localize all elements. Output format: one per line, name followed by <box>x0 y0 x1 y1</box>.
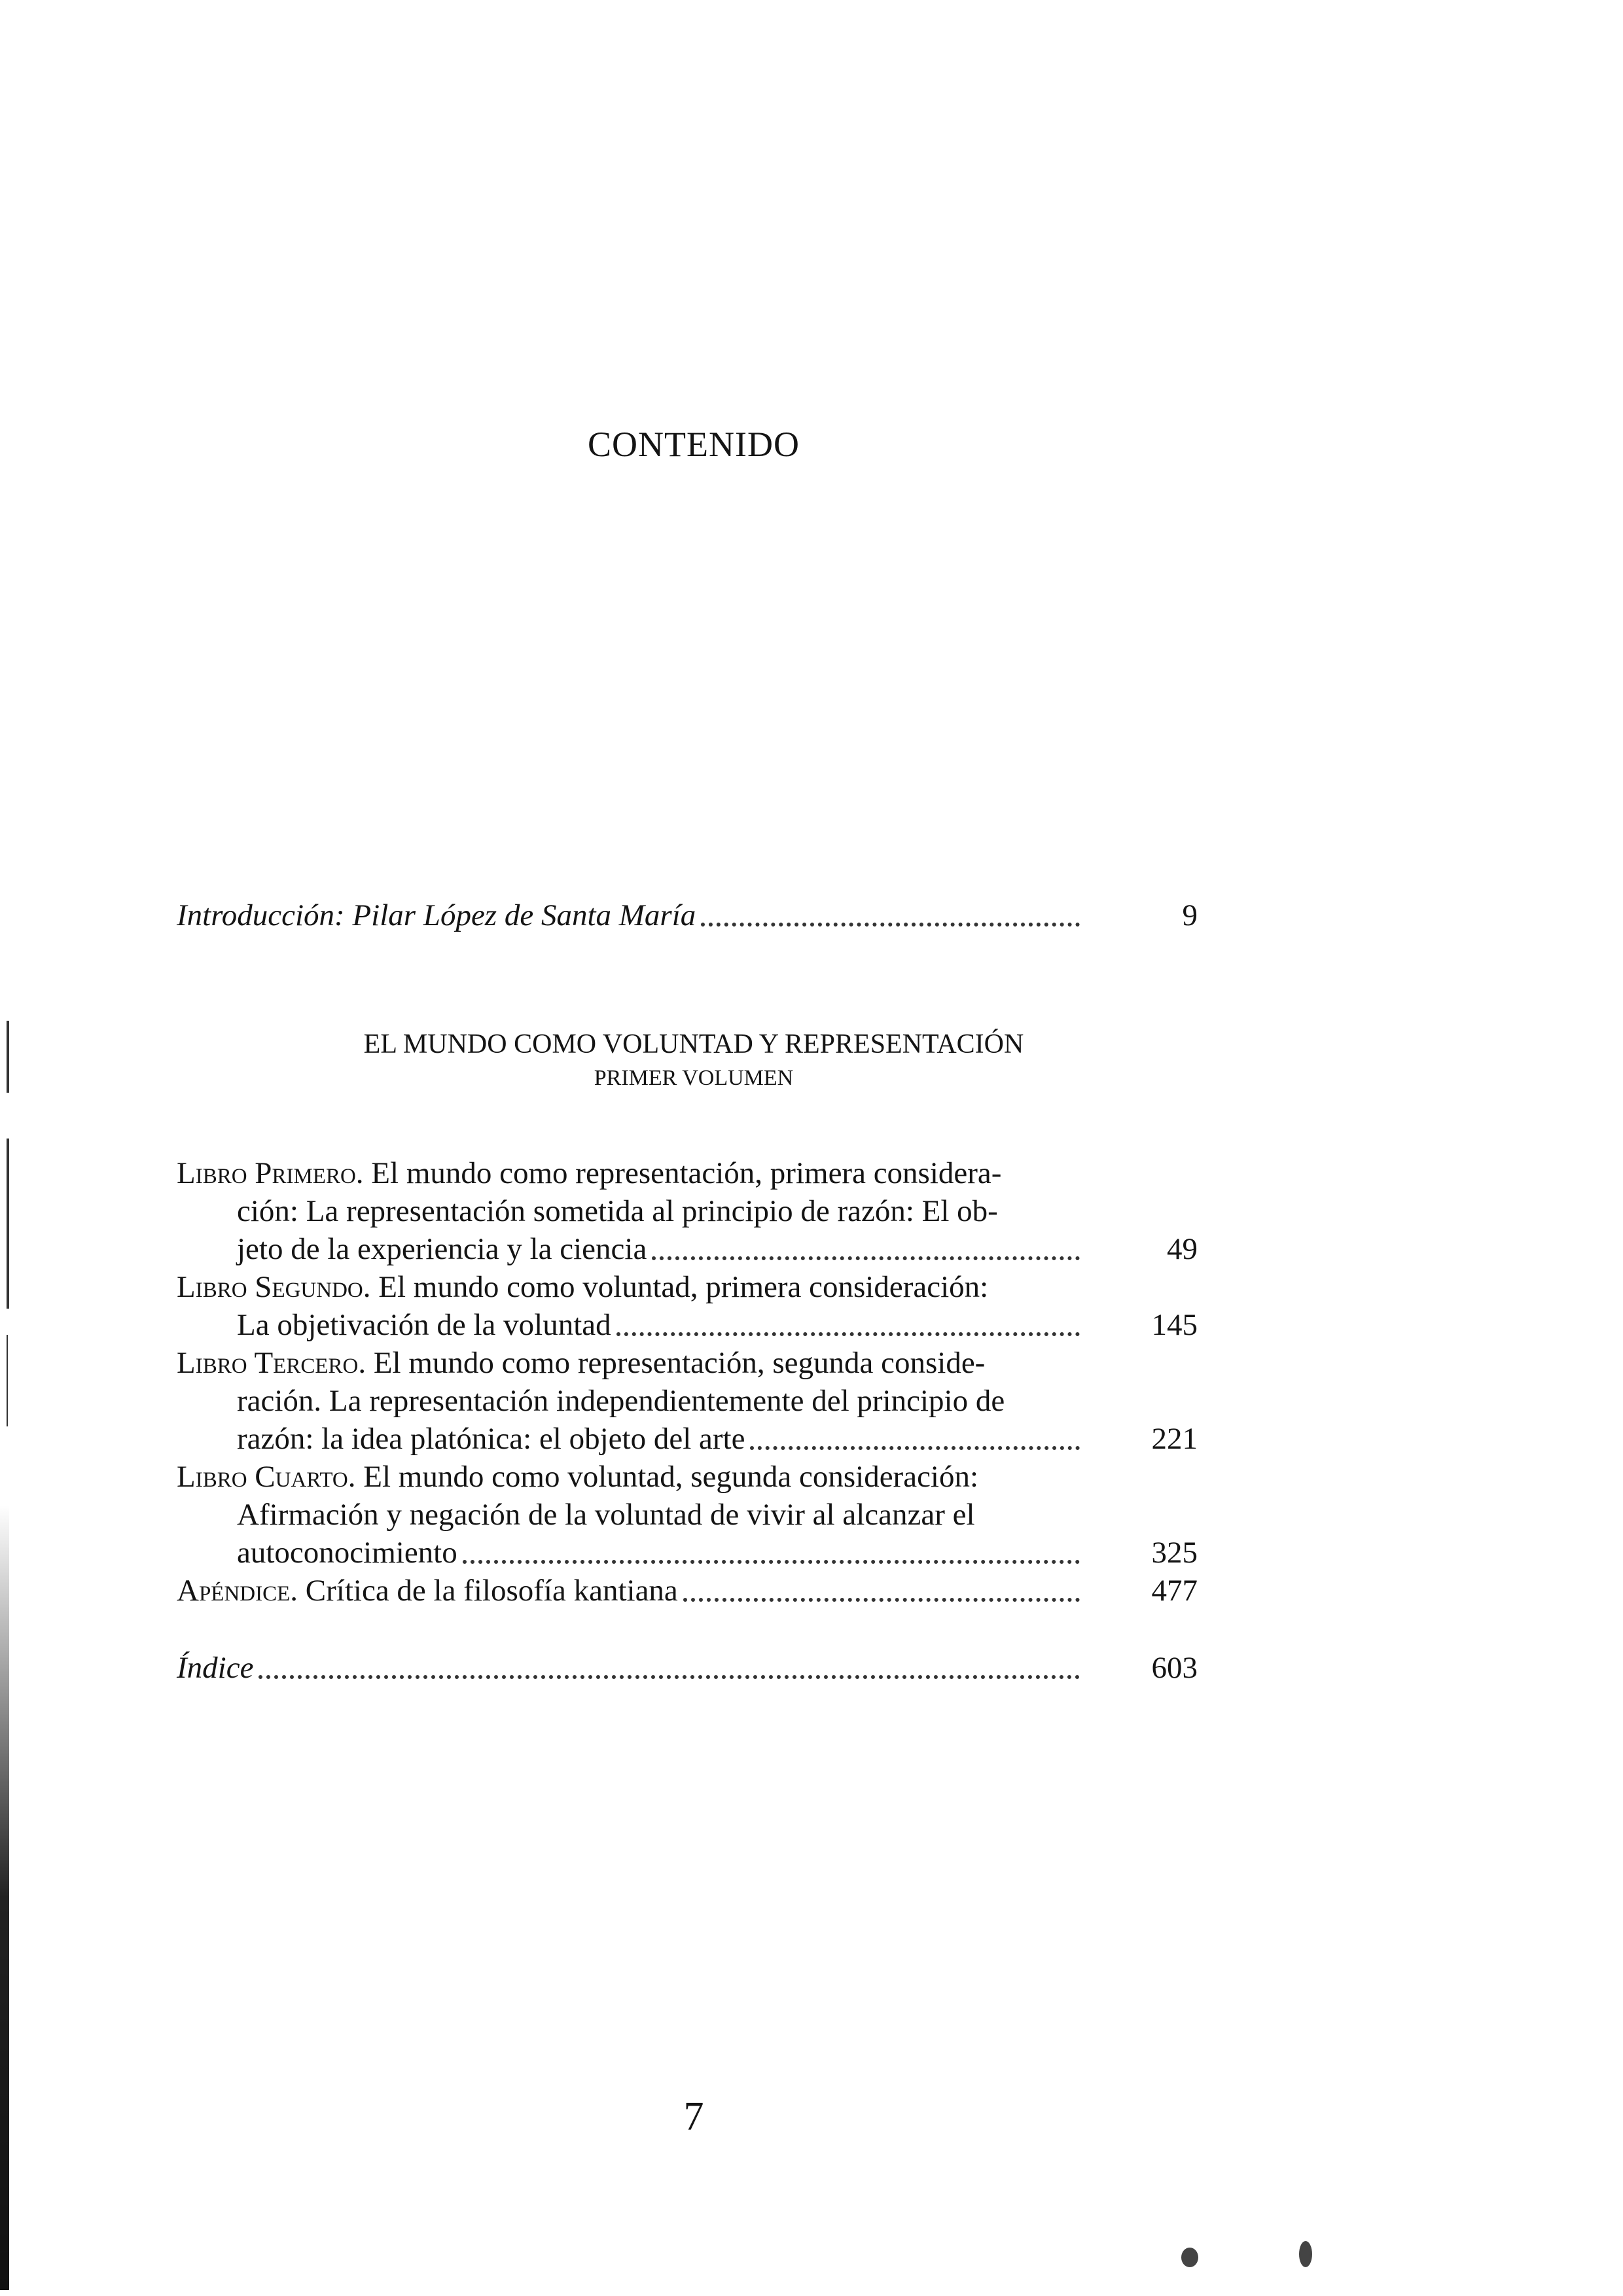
binding-mark <box>7 1139 9 1309</box>
entry-text: ración. La representación independientemente del principio de <box>237 1384 1005 1418</box>
entry-label: Libro Segundo. <box>177 1270 371 1304</box>
dot-leader <box>750 1442 1080 1450</box>
entry-text: El mundo como voluntad, segunda consideración: <box>363 1460 979 1494</box>
entry-text: razón: la idea platónica: el objeto del arte <box>237 1422 745 1456</box>
binding-mark <box>7 1335 8 1426</box>
section-title: EL MUNDO COMO VOLUNTAD Y REPRESENTACIÓN <box>363 1029 1024 1059</box>
toc-entry-indice <box>177 1649 1198 1687</box>
toc-entries <box>177 1154 1198 1687</box>
toc-entry-libro-segundo <box>177 1268 1198 1344</box>
page-title: CONTENIDO <box>588 425 800 464</box>
entry-text: Crítica de la filosofía kantiana <box>305 1574 678 1608</box>
entry-page: 325 <box>1151 1536 1198 1570</box>
intro-page: 9 <box>1182 898 1198 932</box>
section-subtitle: PRIMER VOLUMEN <box>594 1066 794 1090</box>
scan-speck <box>1299 2241 1312 2267</box>
entry-page: 603 <box>1151 1651 1198 1685</box>
scan-speck <box>1181 2248 1198 2267</box>
binding-mark <box>7 1021 9 1093</box>
dot-leader <box>259 1671 1080 1679</box>
section-heading <box>0 1026 1387 1094</box>
entry-label: Índice <box>177 1651 254 1685</box>
dot-leader <box>616 1328 1080 1336</box>
toc-entry-libro-tercero <box>177 1344 1198 1458</box>
toc-entry-libro-cuarto <box>177 1458 1198 1572</box>
entry-text: El mundo como representación, segunda conside- <box>373 1346 986 1380</box>
entry-text: La objetivación de la voluntad <box>237 1308 611 1342</box>
entry-text: El mundo como representación, primera considera- <box>371 1156 1002 1190</box>
page-number: 7 <box>683 2094 704 2139</box>
entry-label: Libro Tercero. <box>177 1346 366 1380</box>
entry-text: Afirmación y negación de la voluntad de vivir al alcanzar el <box>237 1498 975 1532</box>
dot-leader <box>683 1594 1080 1602</box>
binding-shadow <box>0 1505 9 2290</box>
entry-page: 221 <box>1151 1422 1198 1456</box>
entry-page: 477 <box>1151 1574 1198 1608</box>
dot-leader <box>652 1252 1080 1260</box>
entry-text: autoconocimiento <box>237 1536 457 1570</box>
entry-text: El mundo como voluntad, primera consideración: <box>378 1270 989 1304</box>
entry-label: Libro Primero. <box>177 1156 364 1190</box>
dot-leader <box>701 919 1080 927</box>
toc-entry-apendice <box>177 1572 1198 1610</box>
toc-row-intro <box>177 896 1198 934</box>
entry-label: Apéndice. <box>177 1574 298 1608</box>
entry-label: Libro Cuarto. <box>177 1460 356 1494</box>
toc-intro <box>177 896 1198 934</box>
entry-page: 145 <box>1151 1308 1198 1342</box>
entry-page: 49 <box>1167 1232 1198 1266</box>
entry-text: jeto de la experiencia y la ciencia <box>237 1232 647 1266</box>
entry-text: ción: La representación sometida al principio de razón: El ob- <box>237 1194 998 1228</box>
toc-entry-libro-primero <box>177 1154 1198 1268</box>
dot-leader <box>463 1556 1080 1564</box>
intro-title: Introducción: Pilar López de Santa María <box>177 898 696 932</box>
